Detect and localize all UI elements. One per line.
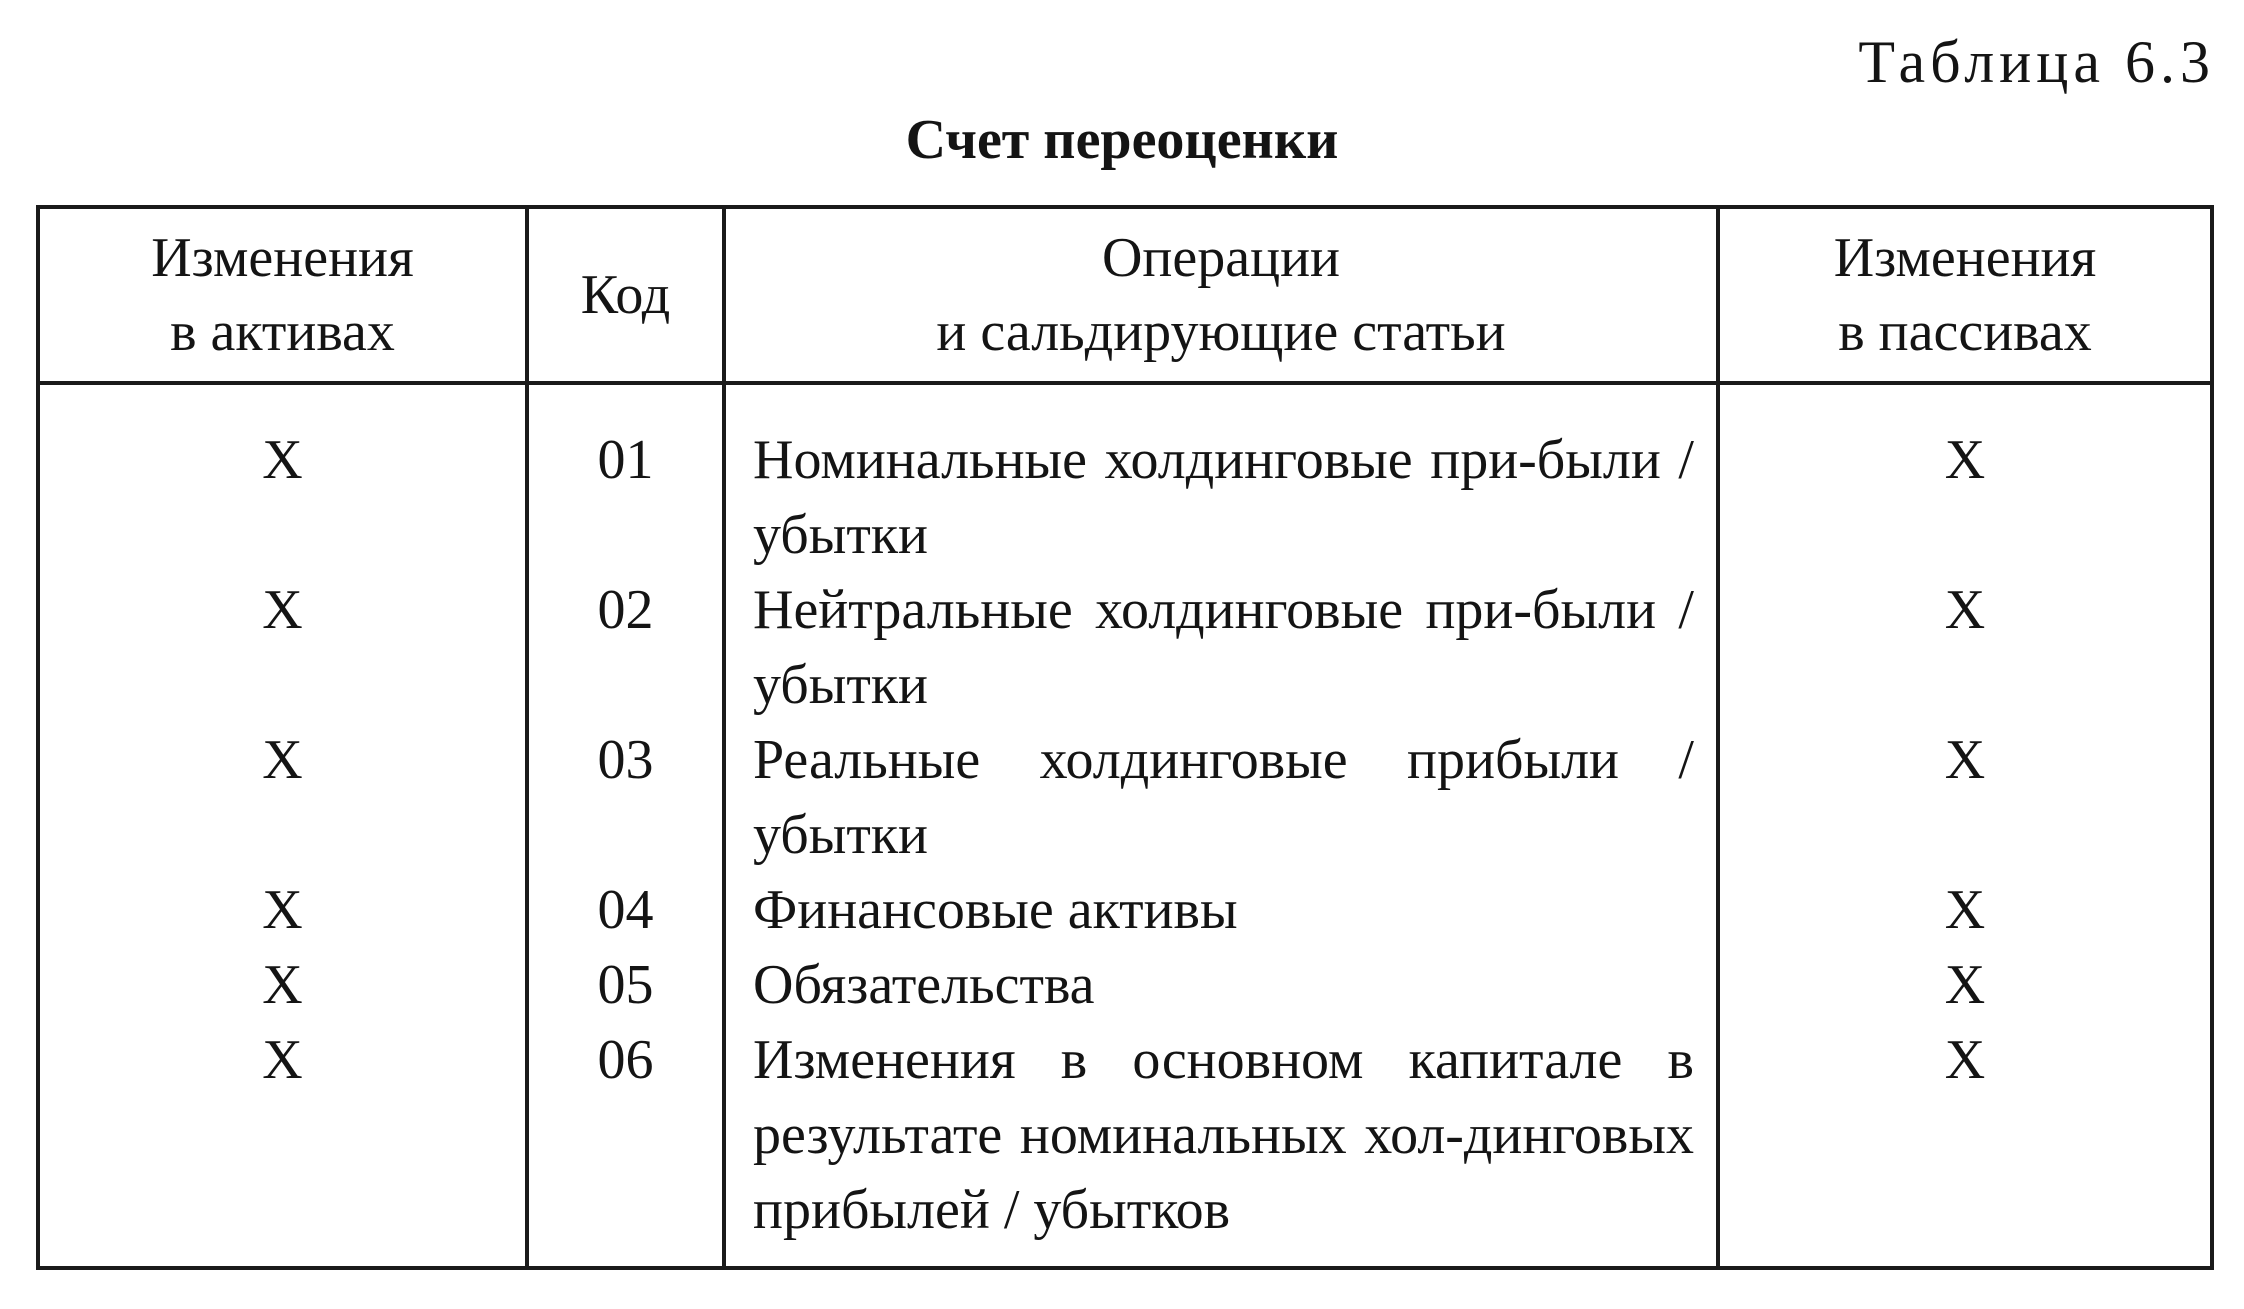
liabilities-column (1718, 383, 2212, 1268)
header-liabilities-line-1: Изменения (1833, 227, 2097, 289)
row-06-liabilities: X (1944, 1029, 1986, 1091)
row-06-assets: X (262, 1029, 303, 1091)
row-04-assets: X (262, 879, 303, 941)
row-01-code: 01 (597, 429, 654, 491)
row-04-operation: Финансовые активы (753, 879, 1238, 941)
header-operations-line-2: и сальдирующие статьи (936, 301, 1506, 363)
code-column (527, 383, 724, 1268)
row-06-operation: Изменения в основном капитале в результате номинальных хол-динговых прибылей / убытков (753, 1029, 1694, 1241)
row-05-liabilities: X (1944, 954, 1986, 1016)
header-operations (724, 207, 1718, 383)
header-assets (38, 207, 527, 383)
row-02-assets: X (262, 579, 303, 641)
header-operations-line-1: Операции (1101, 227, 1341, 289)
header-assets-line-2: в активах (170, 301, 395, 363)
row-02-code: 02 (597, 579, 654, 641)
header-liabilities (1718, 207, 2212, 383)
body-row (38, 383, 2212, 1268)
operations-column (724, 383, 1718, 1268)
row-02-operation: Нейтральные холдинговые при-были / убытки (753, 579, 1694, 716)
row-03-liabilities: X (1944, 729, 1986, 791)
header-assets-line-1: Изменения (151, 227, 414, 289)
header-liabilities-line-2: в пассивах (1838, 301, 2092, 363)
row-02-liabilities: X (1944, 579, 1986, 641)
table-number: Таблица 6.3 (1858, 29, 2215, 95)
row-01-operation: Номинальные холдинговые при-были / убытки (753, 429, 1694, 566)
row-04-code: 04 (597, 879, 654, 941)
row-03-assets: X (262, 729, 303, 791)
row-05-operation: Обязательства (753, 954, 1095, 1016)
row-06-code: 06 (597, 1029, 654, 1091)
row-05-code: 05 (597, 954, 654, 1016)
header-row (38, 207, 2212, 383)
row-01-liabilities: X (1944, 429, 1986, 491)
table-title: Счет переоценки (905, 109, 1339, 171)
revaluation-account-table (36, 205, 2214, 1270)
row-04-liabilities: X (1944, 879, 1986, 941)
assets-column (38, 383, 527, 1268)
row-03-code: 03 (597, 729, 654, 791)
header-code: Код (527, 207, 724, 383)
row-03-operation: Реальные холдинговые прибыли / убытки (753, 729, 1694, 866)
row-05-assets: X (262, 954, 303, 1016)
row-01-assets: X (262, 429, 303, 491)
